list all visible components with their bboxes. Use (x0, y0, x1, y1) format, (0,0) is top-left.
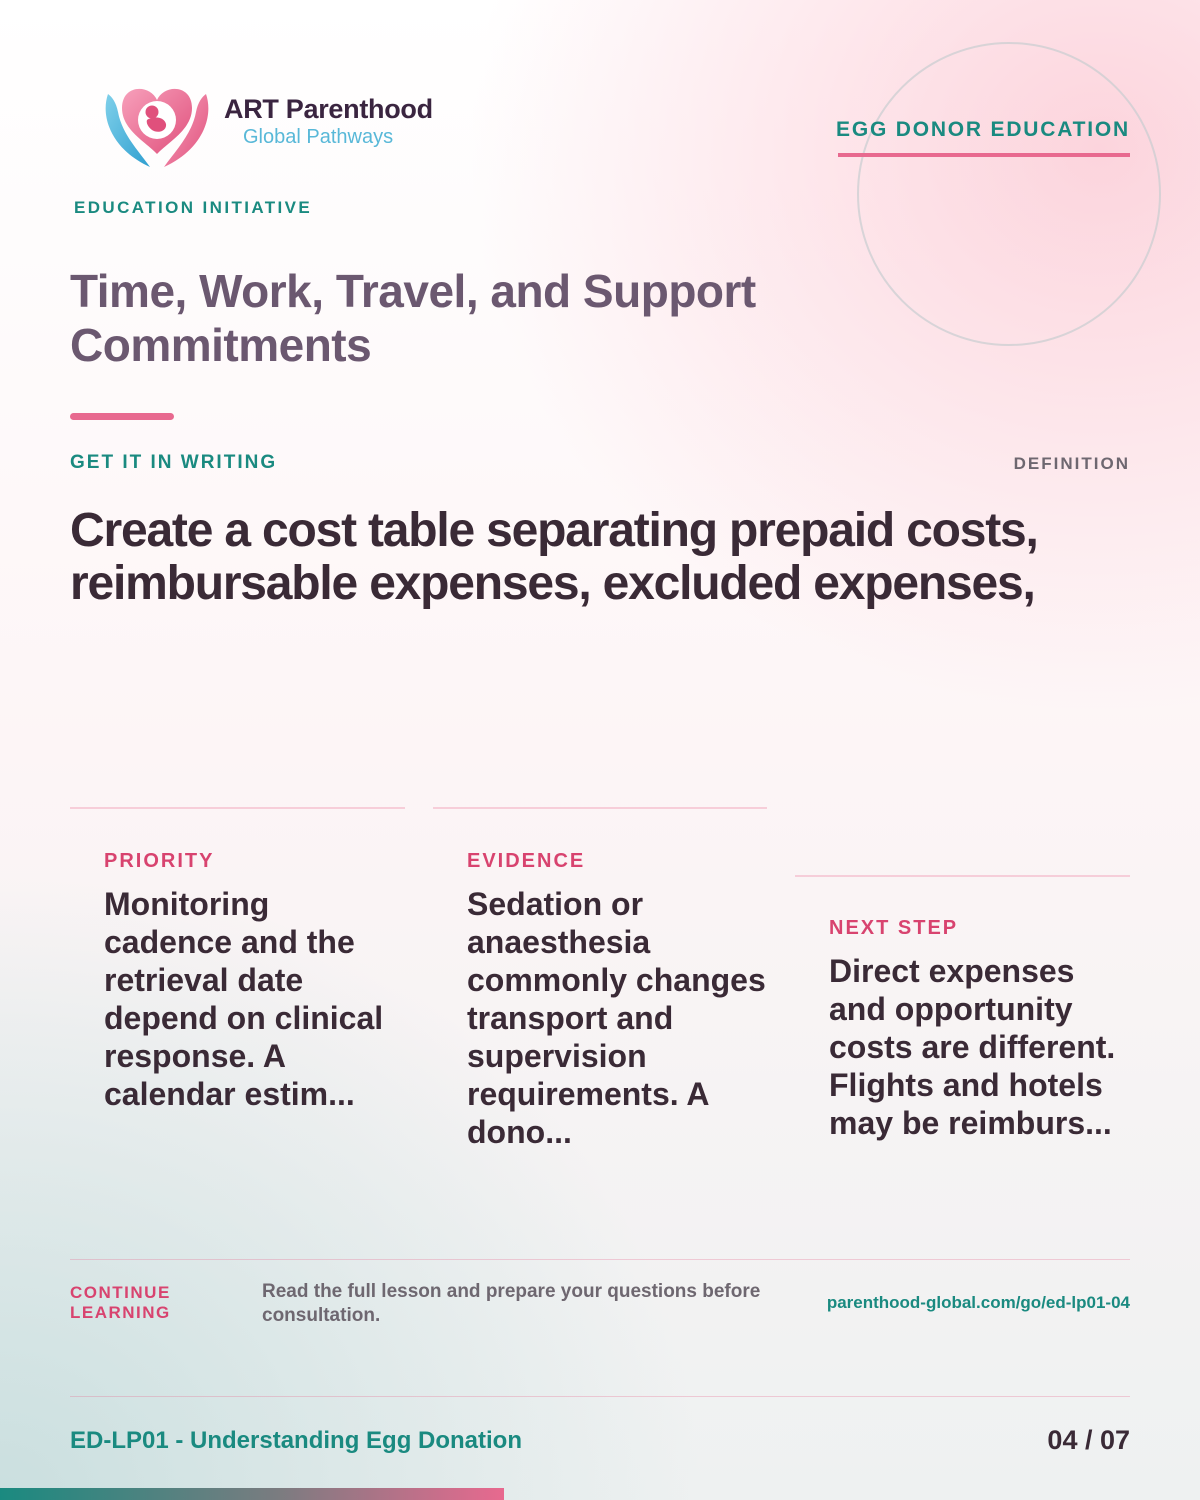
series-tag: EGG DONOR EDUCATION (836, 118, 1130, 141)
series-underline (838, 153, 1130, 157)
initiative-label: EDUCATION INITIATIVE (74, 198, 313, 217)
brand-subtitle: Global Pathways (243, 126, 394, 148)
footer-divider (70, 1396, 1130, 1397)
card-priority (104, 850, 404, 1113)
progress-fill (0, 1488, 504, 1500)
lesson-link[interactable]: parenthood-global.com/go/ed-lp01-04 (826, 1293, 1130, 1312)
course-title: ED-LP01 - Understanding Egg Donation (70, 1427, 523, 1454)
card-body: Direct expenses and opportunity costs are different. Flights and hotels may be reimburs... (829, 953, 1116, 1141)
card-divider (795, 875, 1130, 877)
section-divider (70, 1259, 1130, 1260)
card-divider (433, 807, 767, 809)
headline: Create a cost table separating prepaid costs, reimbursable expenses, excluded expenses, (70, 504, 1038, 610)
card-body: Sedation or anaesthesia commonly changes transport and supervision requirements. A dono... (467, 886, 766, 1150)
title-accent-bar (70, 413, 174, 420)
section-kicker: GET IT IN WRITING (70, 452, 278, 473)
card-evidence (467, 850, 767, 1151)
content-type-label: DEFINITION (1013, 454, 1130, 473)
heart-hands-baby-logo (100, 72, 215, 172)
card-label: NEXT STEP (829, 917, 959, 939)
card-body: Monitoring cadence and the retrieval date depend on clinical response. A calendar estim... (104, 886, 384, 1112)
card-next-step (829, 917, 1129, 1142)
progress-bar (0, 1488, 1200, 1500)
cta-text: Read the full lesson and prepare your questions before consultation. (262, 1281, 761, 1326)
card-label: EVIDENCE (467, 850, 586, 872)
card-label: PRIORITY (104, 850, 215, 872)
page-title: Time, Work, Travel, and Support Commitments (70, 265, 756, 371)
decorative-circle (857, 42, 1161, 346)
card-divider (70, 807, 405, 809)
cta-label: CONTINUE LEARNING (70, 1283, 171, 1322)
brand-name: ART Parenthood (224, 94, 433, 124)
page-counter: 04 / 07 (1047, 1425, 1130, 1455)
